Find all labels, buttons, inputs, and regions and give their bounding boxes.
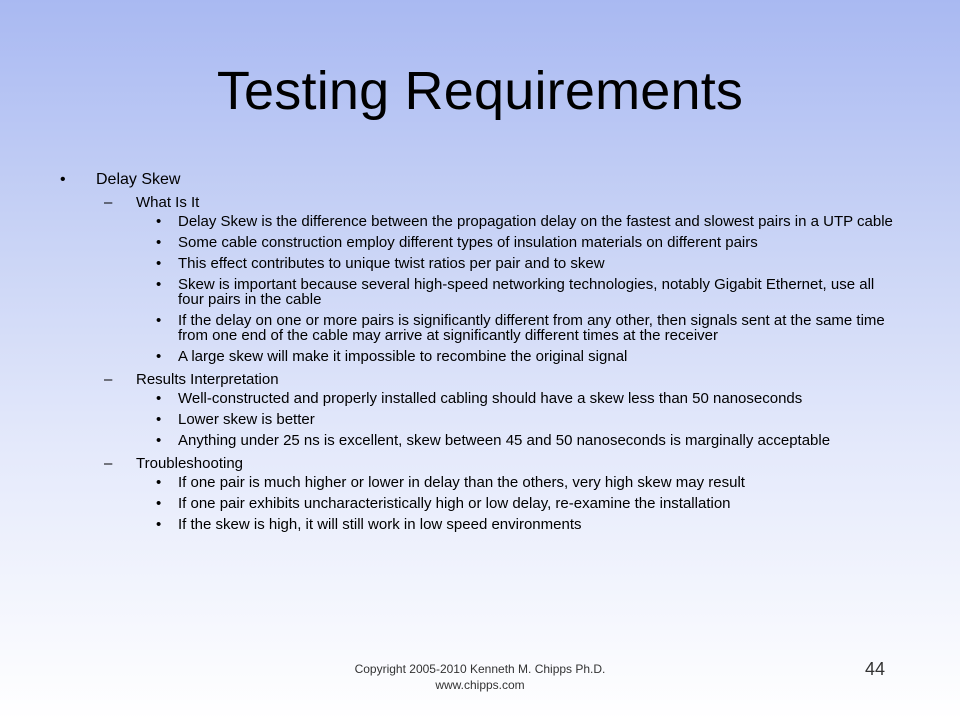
list-item: [0, 313, 960, 343]
list-item: [0, 475, 960, 490]
list-item-text: If the delay on one or more pairs is significantly different from any other, then signals sent at the same time from one end of the cable may arrive at significantly different times at the receiver: [178, 312, 885, 344]
bullet-marker: •: [156, 516, 162, 533]
bullet-marker: •: [60, 171, 66, 188]
subheading-text: Troubleshooting: [136, 455, 244, 472]
copyright-text: Copyright 2005-2010 Kenneth M. Chipps Ph.D.: [354, 662, 606, 676]
list-item: [0, 433, 960, 448]
list-item-text: If one pair exhibits uncharacteristically high or low delay, re-examine the installation: [178, 495, 731, 512]
list-item: [0, 391, 960, 406]
list-item: [0, 256, 960, 271]
list-item-text: If the skew is high, it will still work in low speed environments: [178, 516, 582, 533]
list-item: [0, 277, 960, 307]
bullet-marker: •: [156, 276, 162, 293]
bullet-marker: •: [156, 312, 162, 329]
list-item-text: Well-constructed and properly installed cabling should have a skew less than 50 nanoseconds: [178, 390, 803, 407]
bullet-marker: •: [156, 255, 162, 272]
bullet-marker: •: [156, 213, 162, 230]
list-item: [0, 496, 960, 511]
list-item-text: Lower skew is better: [178, 411, 315, 428]
list-item-text: If one pair is much higher or lower in delay than the others, very high skew may result: [178, 474, 745, 491]
list-item: [0, 349, 960, 364]
dash-marker: –: [104, 371, 113, 388]
list-item-text: Delay Skew is the difference between the propagation delay on the fastest and slowest pairs in a UTP cable: [178, 213, 893, 230]
subheading-troubleshooting: [0, 454, 960, 473]
dash-marker: –: [104, 455, 113, 472]
bullet-marker: •: [156, 411, 162, 428]
list-item-text: A large skew will make it impossible to recombine the original signal: [178, 348, 628, 365]
list-item: [0, 235, 960, 250]
website-text: www.chipps.com: [435, 678, 525, 692]
slide-content: [0, 170, 960, 538]
bullet-text: Delay Skew: [96, 171, 181, 188]
dash-marker: –: [104, 194, 113, 211]
list-item-text: Anything under 25 ns is excellent, skew between 45 and 50 nanoseconds is marginally acceptable: [178, 432, 831, 449]
page-number: 44: [864, 659, 886, 679]
bullet-marker: •: [156, 390, 162, 407]
subheading-text: Results Interpretation: [136, 371, 279, 388]
footer-copyright: [280, 661, 680, 693]
slide-title: Testing Requirements: [216, 61, 744, 121]
list-item-text: Skew is important because several high-speed networking technologies, notably Gigabit Ethernet, use all four pairs in the cable: [178, 276, 875, 308]
bullet-marker: •: [156, 432, 162, 449]
subheading-results-interpretation: [0, 370, 960, 389]
bullet-marker: •: [156, 234, 162, 251]
list-item: [0, 214, 960, 229]
list-item-text: This effect contributes to unique twist ratios per pair and to skew: [178, 255, 605, 272]
bullet-marker: •: [156, 474, 162, 491]
list-item-text: Some cable construction employ different types of insulation materials on different pairs: [178, 234, 758, 251]
bullet-marker: •: [156, 495, 162, 512]
bullet-delay-skew: [0, 170, 960, 190]
list-item: [0, 412, 960, 427]
bullet-marker: •: [156, 348, 162, 365]
subheading-text: What Is It: [136, 194, 200, 211]
subheading-what-is-it: [0, 193, 960, 212]
list-item: [0, 517, 960, 532]
